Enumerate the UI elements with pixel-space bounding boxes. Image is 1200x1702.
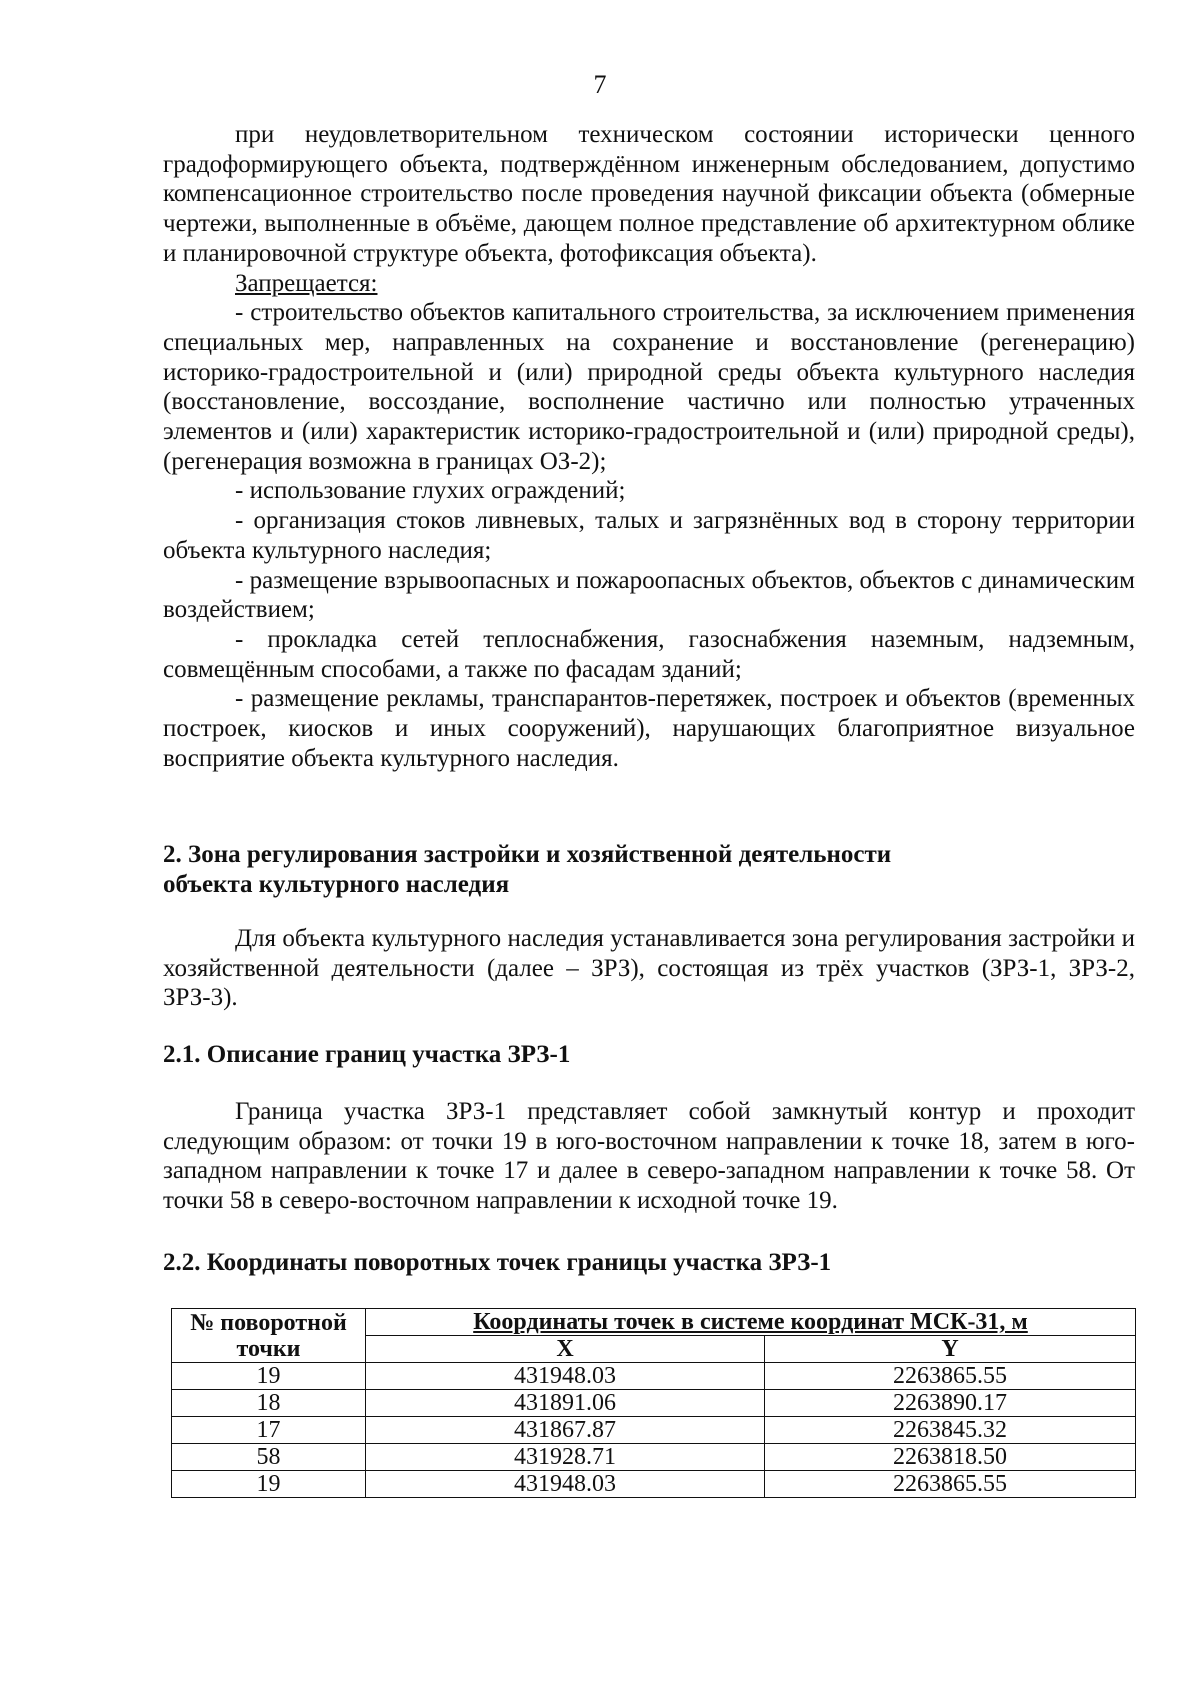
section-2-1-paragraph: Граница участка ЗРЗ-1 представляет собой замкнутый контур и проходит следующим образом: от точки 19 в юго-восточном направлении к точке 18, затем в юго-западном направлении к точке 17 и далее в северо-западном направлении к точке 58. От точки 58 в северо-восточном направлении к исходной точке 19. — [163, 1098, 1135, 1215]
section-2-1-heading — [163, 1040, 1135, 1070]
prohibited-item-5: - прокладка сетей теплоснабжения, газоснабжения наземным, надземным, совмещённым способами, а также по фасадам зданий; — [163, 625, 1135, 683]
table-row — [172, 1444, 1136, 1471]
header-point-line2: точки — [236, 1335, 301, 1362]
cell-y: 2263890.17 — [765, 1390, 1136, 1417]
header-coordinates-text: Координаты точек в системе координат МСК-31, м — [473, 1309, 1028, 1335]
table-row — [172, 1363, 1136, 1390]
prohibited-item-2: - использование глухих ограждений; — [235, 477, 626, 505]
cell-x: 431948.03 — [366, 1471, 765, 1498]
cell-y: 2263865.55 — [765, 1363, 1136, 1390]
prohibited-item-4: - размещение взрывоопасных и пожароопасных объектов, объектов с динамическим воздействием; — [163, 566, 1135, 624]
section-2-2-heading — [163, 1248, 1135, 1278]
cell-point: 19 — [172, 1363, 366, 1390]
section-2-1-title: 2.1. Описание границ участка ЗРЗ-1 — [163, 1041, 571, 1068]
cell-point: 19 — [172, 1471, 366, 1498]
intro-paragraph: при неудовлетворительном техническом состоянии исторически ценного градоформирующего объекта, подтверждённом инженерным обследованием, допустимо компенсационное строительство после проведения научной фиксации объекта (обмерные чертежи, выполненные в объёме, дающем полное представление об архитектурном облике и планировочной структуре объекта, фотофиксация объекта). — [163, 121, 1135, 267]
section-2-heading — [163, 840, 1135, 900]
cell-y: 2263818.50 — [765, 1444, 1136, 1471]
section-2-2-title: 2.2. Координаты поворотных точек границы участка ЗРЗ-1 — [163, 1249, 832, 1276]
cell-x: 431867.87 — [366, 1417, 765, 1444]
table-header-row — [172, 1309, 1136, 1336]
header-point-number — [172, 1309, 366, 1363]
cell-x: 431891.06 — [366, 1390, 765, 1417]
cell-x: 431928.71 — [366, 1444, 765, 1471]
coordinates-table-wrapper — [171, 1308, 1136, 1498]
section-2-body — [163, 924, 1135, 1013]
prohibited-heading-line — [163, 269, 1135, 299]
text-block-top — [163, 120, 1135, 773]
cell-point: 17 — [172, 1417, 366, 1444]
section-2-title-line2: объекта культурного наследия — [163, 871, 510, 898]
header-point-line1: № поворотной — [190, 1309, 347, 1336]
prohibited-heading: Запрещается: — [235, 269, 378, 297]
header-x: X — [366, 1336, 765, 1363]
section-2-paragraph: Для объекта культурного наследия устанавливается зона регулирования застройки и хозяйственной деятельности (далее – ЗРЗ), состоящая из трёх участков (ЗРЗ-1, ЗРЗ-2, ЗРЗ-3). — [163, 925, 1135, 1012]
prohibited-item-6: - размещение рекламы, транспарантов-перетяжек, построек и объектов (временных построек, киосков и иных сооружений), нарушающих благоприятное визуальное восприятие объекта культурного наследия. — [163, 685, 1135, 772]
prohibited-item-1: - строительство объектов капитального строительства, за исключением применения специальных мер, направленных на сохранение и восстановление (регенерацию) историко-градостроительной и (или) природной среды объекта культурного наследия (восстановление, воссоздание, восполнение частично или полностью утраченных элементов и (или) характеристик историко-градостроительной и (или) природной среды), (регенерация возможна в границах ОЗ-2); — [163, 299, 1135, 475]
page-number: 7 — [593, 70, 607, 99]
cell-x: 431948.03 — [366, 1363, 765, 1390]
coordinates-table — [171, 1308, 1136, 1498]
cell-y: 2263845.32 — [765, 1417, 1136, 1444]
table-row — [172, 1417, 1136, 1444]
cell-point: 18 — [172, 1390, 366, 1417]
section-2-title-line1: 2. Зона регулирования застройки и хозяйственной деятельности — [163, 841, 892, 868]
prohibited-item-3: - организация стоков ливневых, талых и загрязнённых вод в сторону территории объекта культурного наследия; — [163, 507, 1135, 564]
header-coordinates — [366, 1309, 1136, 1336]
table-row — [172, 1390, 1136, 1417]
section-2-1-body — [163, 1097, 1135, 1216]
table-row — [172, 1471, 1136, 1498]
header-y: Y — [765, 1336, 1136, 1363]
cell-y: 2263865.55 — [765, 1471, 1136, 1498]
cell-point: 58 — [172, 1444, 366, 1471]
